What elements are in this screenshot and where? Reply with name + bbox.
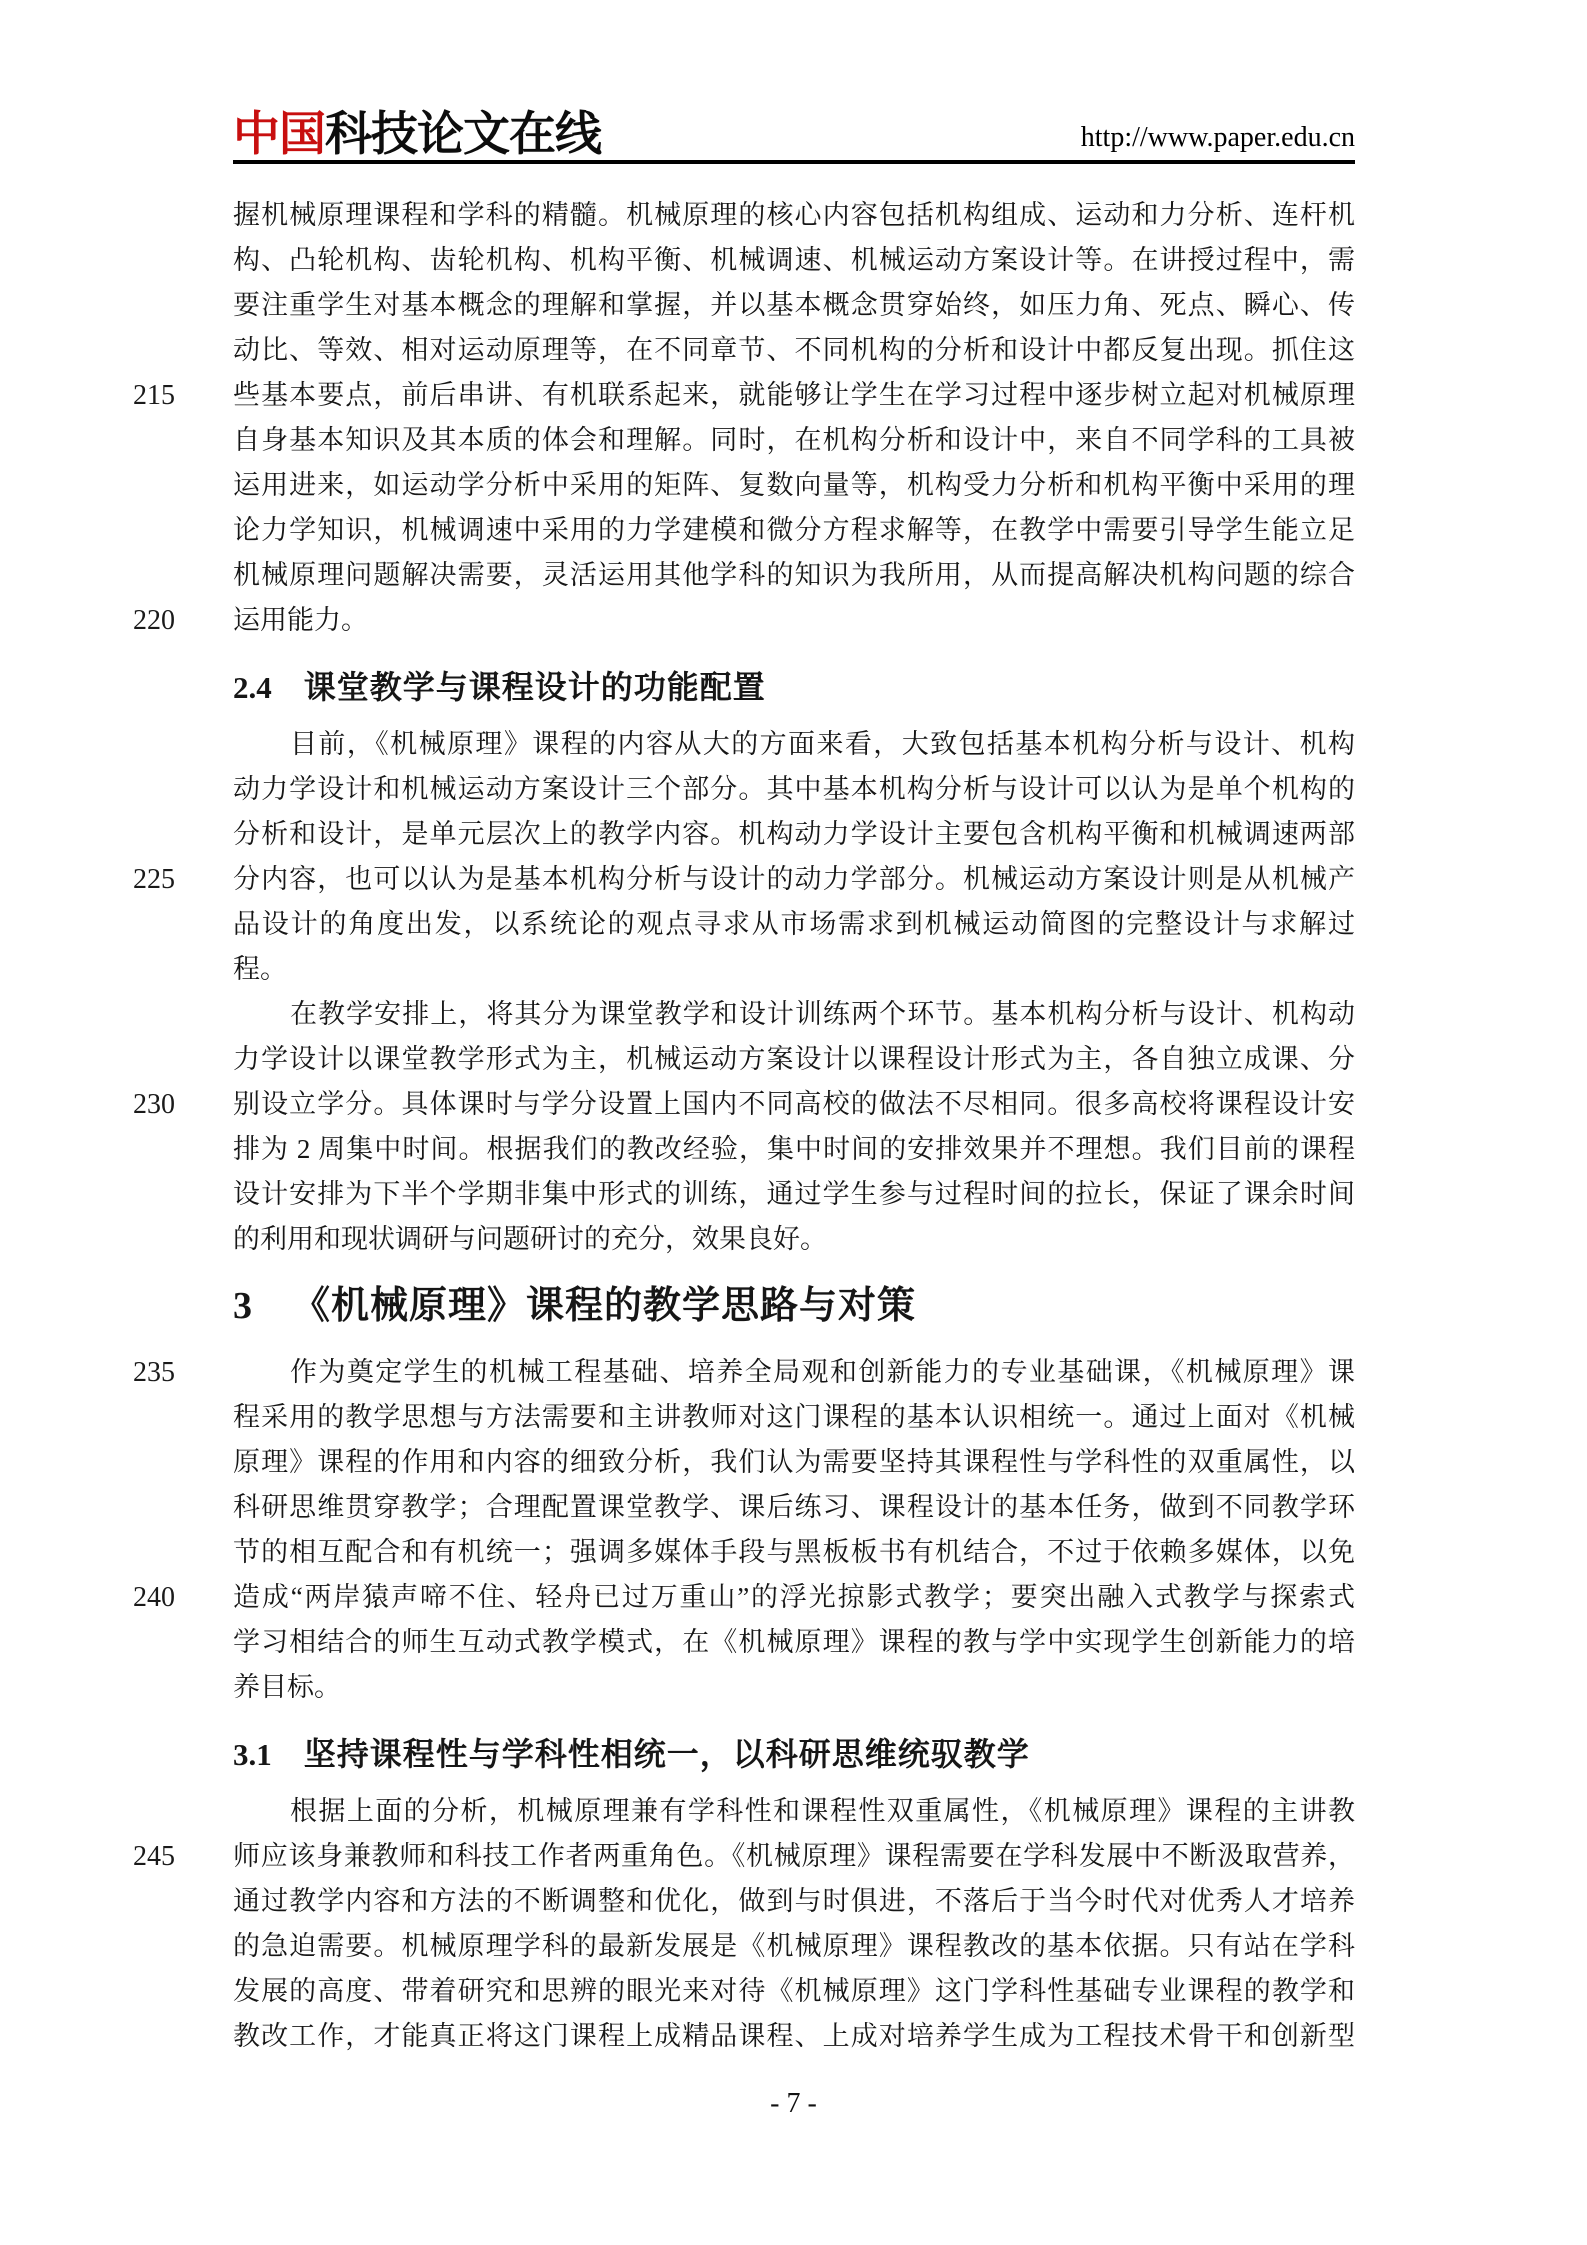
line-number: 220 (133, 605, 175, 636)
line-number: 230 (133, 1089, 175, 1120)
text-line (233, 767, 1355, 812)
line-text: 别设立学分。具体课时与学分设置上国内不同高校的做法不尽相同。很多高校将课程设计安 (233, 1089, 1355, 1119)
text-line (233, 1620, 1355, 1665)
line-text: 设计安排为下半个学期非集中形式的训练，通过学生参与过程时间的拉长，保证了课余时间 (233, 1179, 1355, 1209)
text-line (233, 1127, 1355, 1172)
line-text: 学习相结合的师生互动式教学模式，在《机械原理》课程的教与学中实现学生创新能力的培 (233, 1627, 1355, 1657)
text-line (233, 553, 1355, 598)
line-number: 235 (133, 1357, 175, 1388)
text-line (233, 508, 1355, 553)
line-text: 根据上面的分析，机械原理兼有学科性和课程性双重属性，《机械原理》课程的主讲教 (290, 1796, 1355, 1826)
line-text: 论力学知识，机械调速中采用的力学建模和微分方程求解等，在教学中需要引导学生能立足 (233, 515, 1355, 545)
text-line (233, 1969, 1355, 2014)
subsection-heading (233, 1732, 1355, 1777)
line-text: 排为 2 周集中时间。根据我们的教改经验，集中时间的安排效果并不理想。我们目前的课程 (233, 1134, 1355, 1164)
line-number: 240 (133, 1582, 175, 1613)
line-text: 程。 (233, 954, 287, 984)
line-number: 225 (133, 864, 175, 895)
line-text: 些基本要点，前后串讲、有机联系起来，就能够让学生在学习过程中逐步树立起对机械原理 (233, 380, 1355, 410)
line-text: 自身基本知识及其本质的体会和理解。同时，在机构分析和设计中，来自不同学科的工具被 (233, 425, 1355, 455)
line-number: 215 (133, 380, 175, 411)
line-text: 的利用和现状调研与问题研讨的充分，效果良好。 (233, 1224, 827, 1254)
heading-title: 课堂教学与课程设计的功能配置 (303, 669, 766, 705)
text-line (233, 812, 1355, 857)
text-line (133, 1575, 1355, 1620)
line-text: 运用进来，如运动学分析中采用的矩阵、复数向量等，机构受力分析和机构平衡中采用的理 (233, 470, 1355, 500)
heading-title: 坚持课程性与学科性相统一，以科研思维统驭教学 (303, 1736, 1030, 1772)
line-text: 动比、等效、相对运动原理等，在不同章节、不同机构的分析和设计中都反复出现。抓住这 (233, 335, 1355, 365)
line-text: 发展的高度、带着研究和思辨的眼光来对待《机械原理》这门学科性基础专业课程的教学和 (233, 1976, 1355, 2006)
text-line (233, 992, 1355, 1037)
line-text: 构、凸轮机构、齿轮机构、机构平衡、机械调速、机械运动方案设计等。在讲授过程中，需 (233, 245, 1355, 275)
section-heading (233, 1280, 1355, 1332)
text-line (133, 1082, 1355, 1127)
text-line (233, 1665, 1355, 1710)
line-text: 原理》课程的作用和内容的细致分析，我们认为需要坚持其课程性与学科性的双重属性，以 (233, 1447, 1355, 1477)
line-text: 要注重学生对基本概念的理解和掌握，并以基本概念贯穿始终，如压力角、死点、瞬心、传 (233, 290, 1355, 320)
text-line (233, 463, 1355, 508)
line-text: 造成“两岸猿声啼不住、轻舟已过万重山”的浮光掠影式教学；要突出融入式教学与探索式 (233, 1582, 1355, 1612)
line-text: 在教学安排上，将其分为课堂教学和设计训练两个环节。基本机构分析与设计、机构动 (290, 999, 1355, 1029)
subsection-heading (233, 665, 1355, 710)
text-line (233, 902, 1355, 947)
text-line (233, 1924, 1355, 1969)
line-text: 作为奠定学生的机械工程基础、培养全局观和创新能力的专业基础课，《机械原理》课 (290, 1357, 1355, 1387)
text-line (233, 1172, 1355, 1217)
text-line (133, 1350, 1355, 1395)
line-text: 教改工作，才能真正将这门课程上成精品课程、上成对培养学生成为工程技术骨干和创新型 (233, 2021, 1355, 2051)
heading-number: 3 (233, 1285, 252, 1327)
text-line (233, 1789, 1355, 1834)
heading-number: 3.1 (233, 1737, 272, 1772)
text-line (133, 598, 1355, 643)
document-body (133, 193, 1355, 2059)
line-text: 动力学设计和机械运动方案设计三个部分。其中基本机构分析与设计可以认为是单个机构的 (233, 774, 1355, 804)
heading-title: 《机械原理》课程的教学思路与对策 (292, 1285, 917, 1327)
line-text: 程采用的教学思想与方法需要和主讲教师对这门课程的基本认识相统一。通过上面对《机械 (233, 1402, 1355, 1432)
text-line (133, 1834, 1355, 1879)
page-footer (0, 2088, 1587, 2120)
line-text: 力学设计以课堂教学形式为主，机械运动方案设计以课程设计形式为主，各自独立成课、分 (233, 1044, 1355, 1074)
line-number: 245 (133, 1841, 175, 1872)
text-line (233, 1395, 1355, 1440)
text-line (233, 193, 1355, 238)
heading-number: 2.4 (233, 670, 272, 705)
line-text: 运用能力。 (233, 605, 368, 635)
text-line (233, 722, 1355, 767)
text-line (133, 373, 1355, 418)
line-text: 通过教学内容和方法的不断调整和优化，做到与时俱进，不落后于当今时代对优秀人才培养 (233, 1886, 1355, 1916)
line-text: 师应该身兼教师和科技工作者两重角色。《机械原理》课程需要在学科发展中不断汲取营养， (233, 1841, 1355, 1871)
text-line (233, 2014, 1355, 2059)
line-text: 品设计的角度出发，以系统论的观点寻求从市场需求到机械运动简图的完整设计与求解过 (233, 909, 1355, 939)
line-text: 分内容，也可以认为是基本机构分析与设计的动力学部分。机械运动方案设计则是从机械产 (233, 864, 1355, 894)
text-line (233, 947, 1355, 992)
text-line (233, 1037, 1355, 1082)
text-line (233, 1485, 1355, 1530)
logo-text-red: 中国 (233, 107, 325, 160)
text-line (233, 328, 1355, 373)
line-text: 的急迫需要。机械原理学科的最新发展是《机械原理》课程教改的基本依据。只有站在学科 (233, 1931, 1355, 1961)
site-url-link[interactable]: http://www.paper.edu.cn (1080, 122, 1355, 153)
text-line (233, 283, 1355, 328)
text-line (233, 1440, 1355, 1485)
line-text: 科研思维贯穿教学；合理配置课堂教学、课后练习、课程设计的基本任务，做到不同教学环 (233, 1492, 1355, 1522)
line-text: 养目标。 (233, 1672, 341, 1702)
line-text: 握机械原理课程和学科的精髓。机械原理的核心内容包括机构组成、运动和力分析、连杆机 (233, 200, 1355, 230)
text-line (233, 1217, 1355, 1262)
site-logo (233, 107, 601, 160)
line-text: 节的相互配合和有机统一；强调多媒体手段与黑板板书有机结合，不过于依赖多媒体，以免 (233, 1537, 1355, 1567)
page-header (233, 96, 1355, 164)
text-line (233, 1530, 1355, 1575)
text-line (133, 857, 1355, 902)
text-line (233, 238, 1355, 283)
line-text: 分析和设计，是单元层次上的教学内容。机构动力学设计主要包含机构平衡和机械调速两部 (233, 819, 1355, 849)
line-text: 目前，《机械原理》课程的内容从大的方面来看，大致包括基本机构分析与设计、机构 (290, 729, 1355, 759)
logo-text-black: 科技论文在线 (325, 107, 601, 160)
page-number: - 7 - (770, 2088, 817, 2119)
text-line (233, 1879, 1355, 1924)
text-line (233, 418, 1355, 463)
line-text: 机械原理问题解决需要，灵活运用其他学科的知识为我所用，从而提高解决机构问题的综合 (233, 560, 1355, 590)
